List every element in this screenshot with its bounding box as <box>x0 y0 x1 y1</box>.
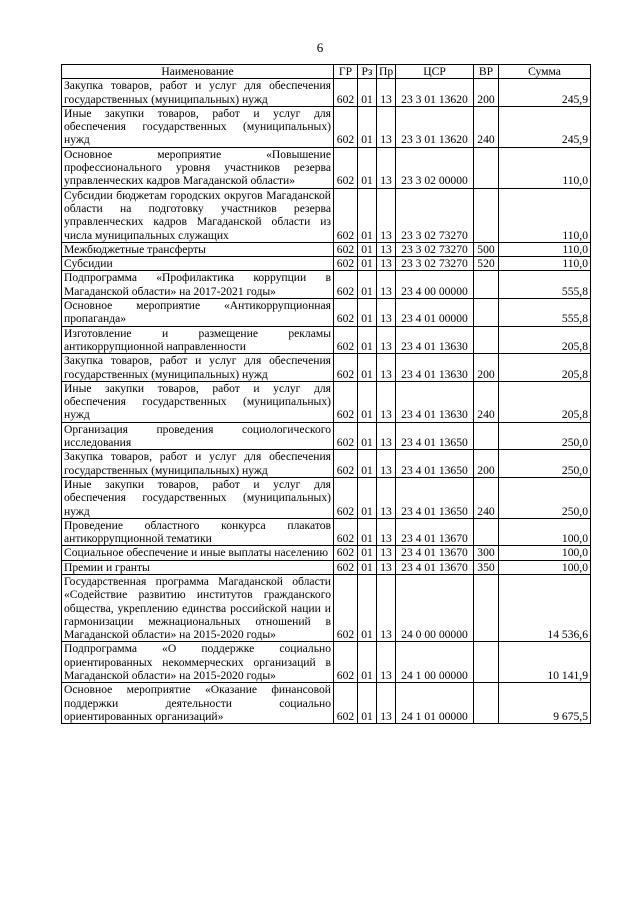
cell-name: Изготовление и размещение рекламы антикоррупционной направленности <box>62 326 334 354</box>
table-row <box>62 574 591 641</box>
header-name: Наименование <box>62 65 334 79</box>
table-row <box>62 147 591 188</box>
cell-rz: 01 <box>358 422 377 450</box>
header-csr: ЦСР <box>396 65 474 79</box>
header-vr: ВР <box>474 65 499 79</box>
cell-sum: 250,0 <box>499 450 591 478</box>
cell-csr: 23 3 01 13620 <box>396 106 474 147</box>
table-row <box>62 381 591 422</box>
cell-gr: 602 <box>334 642 358 683</box>
cell-csr: 23 4 01 13630 <box>396 326 474 354</box>
cell-gr: 602 <box>334 381 358 422</box>
cell-vr: 500 <box>474 242 499 256</box>
cell-gr: 602 <box>334 79 358 107</box>
cell-name: Премии и гранты <box>62 560 334 574</box>
cell-pr: 13 <box>377 642 396 683</box>
cell-pr: 13 <box>377 574 396 641</box>
cell-gr: 602 <box>334 574 358 641</box>
cell-sum: 100,0 <box>499 560 591 574</box>
cell-vr: 520 <box>474 257 499 271</box>
cell-pr: 13 <box>377 683 396 724</box>
cell-sum: 555,8 <box>499 299 591 327</box>
table-row <box>62 257 591 271</box>
cell-pr: 13 <box>377 326 396 354</box>
page-number: 6 <box>316 40 324 55</box>
cell-gr: 602 <box>334 271 358 299</box>
cell-gr: 602 <box>334 683 358 724</box>
cell-vr: 200 <box>474 79 499 107</box>
cell-sum: 245,9 <box>499 106 591 147</box>
cell-vr <box>474 147 499 188</box>
cell-rz: 01 <box>358 299 377 327</box>
cell-sum: 100,0 <box>499 518 591 546</box>
cell-gr: 602 <box>334 188 358 242</box>
cell-csr: 23 3 02 00000 <box>396 147 474 188</box>
table-row <box>62 518 591 546</box>
cell-csr: 23 3 02 73270 <box>396 242 474 256</box>
cell-pr: 13 <box>377 560 396 574</box>
cell-vr <box>474 574 499 641</box>
cell-pr: 13 <box>377 106 396 147</box>
cell-csr: 23 4 01 13630 <box>396 354 474 382</box>
cell-sum: 250,0 <box>499 477 591 518</box>
cell-gr: 602 <box>334 354 358 382</box>
cell-csr: 23 3 01 13620 <box>396 79 474 107</box>
cell-gr: 602 <box>334 560 358 574</box>
cell-pr: 13 <box>377 354 396 382</box>
cell-csr: 23 4 01 13650 <box>396 450 474 478</box>
cell-pr: 13 <box>377 299 396 327</box>
cell-rz: 01 <box>358 79 377 107</box>
cell-pr: 13 <box>377 518 396 546</box>
table-row <box>62 450 591 478</box>
cell-pr: 13 <box>377 546 396 560</box>
header-rz: Рз <box>358 65 377 79</box>
cell-name: Основное мероприятие «Оказание финансовой поддержки деятельности социально ориентированных организаций» <box>62 683 334 724</box>
cell-vr: 200 <box>474 354 499 382</box>
cell-pr: 13 <box>377 257 396 271</box>
cell-gr: 602 <box>334 257 358 271</box>
cell-vr: 240 <box>474 477 499 518</box>
cell-vr <box>474 326 499 354</box>
cell-sum: 245,9 <box>499 79 591 107</box>
cell-name: Социальное обеспечение и иные выплаты населению <box>62 546 334 560</box>
cell-sum: 110,0 <box>499 147 591 188</box>
cell-sum: 205,8 <box>499 354 591 382</box>
cell-name: Подпрограмма «Профилактика коррупции в Магаданской области» на 2017-2021 годы» <box>62 271 334 299</box>
cell-csr: 24 1 00 00000 <box>396 642 474 683</box>
budget-table <box>61 64 591 724</box>
cell-sum: 100,0 <box>499 546 591 560</box>
cell-rz: 01 <box>358 381 377 422</box>
cell-csr: 23 4 01 13630 <box>396 381 474 422</box>
cell-rz: 01 <box>358 642 377 683</box>
cell-gr: 602 <box>334 147 358 188</box>
cell-gr: 602 <box>334 299 358 327</box>
cell-gr: 602 <box>334 422 358 450</box>
cell-csr: 23 3 02 73270 <box>396 257 474 271</box>
cell-name: Проведение областного конкурса плакатов антикоррупционной тематики <box>62 518 334 546</box>
cell-rz: 01 <box>358 188 377 242</box>
cell-sum: 205,8 <box>499 381 591 422</box>
table-row <box>62 546 591 560</box>
cell-csr: 23 4 00 00000 <box>396 271 474 299</box>
cell-name: Подпрограмма «О поддержке социально ориентированных некоммерческих организаций в Магаданской области» на 2015-2020 годы» <box>62 642 334 683</box>
cell-rz: 01 <box>358 326 377 354</box>
cell-rz: 01 <box>358 257 377 271</box>
cell-sum: 10 141,9 <box>499 642 591 683</box>
cell-rz: 01 <box>358 106 377 147</box>
table-body <box>62 79 591 724</box>
header-pr: Пр <box>377 65 396 79</box>
cell-vr <box>474 299 499 327</box>
cell-name: Субсидии <box>62 257 334 271</box>
cell-sum: 9 675,5 <box>499 683 591 724</box>
table-row <box>62 560 591 574</box>
cell-gr: 602 <box>334 242 358 256</box>
cell-vr <box>474 518 499 546</box>
table-row <box>62 271 591 299</box>
cell-name: Иные закупки товаров, работ и услуг для обеспечения государственных (муниципальных) нужд <box>62 106 334 147</box>
cell-pr: 13 <box>377 242 396 256</box>
cell-vr <box>474 642 499 683</box>
header-sum: Сумма <box>499 65 591 79</box>
cell-rz: 01 <box>358 574 377 641</box>
table-row <box>62 354 591 382</box>
cell-sum: 205,8 <box>499 326 591 354</box>
cell-pr: 13 <box>377 188 396 242</box>
cell-rz: 01 <box>358 477 377 518</box>
cell-pr: 13 <box>377 477 396 518</box>
cell-pr: 13 <box>377 79 396 107</box>
table-row <box>62 326 591 354</box>
cell-gr: 602 <box>334 546 358 560</box>
cell-name: Субсидии бюджетам городских округов Магаданской области на подготовку участников резерва управленческих кадров Магаданской области из числа муниципальных служащих <box>62 188 334 242</box>
cell-pr: 13 <box>377 271 396 299</box>
cell-vr <box>474 188 499 242</box>
table-row <box>62 477 591 518</box>
cell-gr: 602 <box>334 477 358 518</box>
cell-vr <box>474 683 499 724</box>
cell-name: Закупка товаров, работ и услуг для обеспечения государственных (муниципальных) нужд <box>62 450 334 478</box>
cell-rz: 01 <box>358 683 377 724</box>
cell-gr: 602 <box>334 106 358 147</box>
header-gr: ГР <box>334 65 358 79</box>
cell-name: Иные закупки товаров, работ и услуг для обеспечения государственных (муниципальных) нужд <box>62 477 334 518</box>
cell-name: Закупка товаров, работ и услуг для обеспечения государственных (муниципальных) нужд <box>62 79 334 107</box>
cell-vr: 240 <box>474 106 499 147</box>
cell-csr: 23 4 01 13650 <box>396 422 474 450</box>
cell-vr: 300 <box>474 546 499 560</box>
cell-sum: 555,8 <box>499 271 591 299</box>
cell-name: Государственная программа Магаданской области «Содействие развитию институтов гражданского общества, укреплению единства российской нации и гармонизации межнациональных отношений в Магаданской области» на 2015-2020 годы» <box>62 574 334 641</box>
cell-csr: 24 1 01 00000 <box>396 683 474 724</box>
cell-sum: 110,0 <box>499 257 591 271</box>
cell-rz: 01 <box>358 546 377 560</box>
table-row <box>62 683 591 724</box>
table-row <box>62 79 591 107</box>
cell-rz: 01 <box>358 147 377 188</box>
cell-rz: 01 <box>358 560 377 574</box>
cell-name: Иные закупки товаров, работ и услуг для обеспечения государственных (муниципальных) нужд <box>62 381 334 422</box>
cell-name: Организация проведения социологического исследования <box>62 422 334 450</box>
cell-name: Закупка товаров, работ и услуг для обеспечения государственных (муниципальных) нужд <box>62 354 334 382</box>
cell-csr: 23 4 01 00000 <box>396 299 474 327</box>
cell-vr <box>474 271 499 299</box>
table-row <box>62 422 591 450</box>
table-row <box>62 242 591 256</box>
cell-sum: 110,0 <box>499 242 591 256</box>
table-row <box>62 299 591 327</box>
cell-vr <box>474 422 499 450</box>
cell-pr: 13 <box>377 147 396 188</box>
cell-rz: 01 <box>358 354 377 382</box>
cell-gr: 602 <box>334 326 358 354</box>
cell-vr: 350 <box>474 560 499 574</box>
cell-name: Основное мероприятие «Антикоррупционная пропаганда» <box>62 299 334 327</box>
cell-rz: 01 <box>358 518 377 546</box>
cell-rz: 01 <box>358 242 377 256</box>
cell-sum: 14 536,6 <box>499 574 591 641</box>
cell-rz: 01 <box>358 271 377 299</box>
cell-csr: 23 4 01 13650 <box>396 477 474 518</box>
cell-pr: 13 <box>377 422 396 450</box>
cell-vr: 240 <box>474 381 499 422</box>
cell-sum: 250,0 <box>499 422 591 450</box>
cell-csr: 24 0 00 00000 <box>396 574 474 641</box>
cell-sum: 110,0 <box>499 188 591 242</box>
table-header-row <box>62 65 591 79</box>
table-row <box>62 106 591 147</box>
cell-csr: 23 4 01 13670 <box>396 518 474 546</box>
cell-csr: 23 3 02 73270 <box>396 188 474 242</box>
table-row <box>62 642 591 683</box>
cell-gr: 602 <box>334 518 358 546</box>
table-row <box>62 188 591 242</box>
cell-name: Основное мероприятие «Повышение профессионального уровня участников резерва управленческих кадров Магаданской области» <box>62 147 334 188</box>
cell-gr: 602 <box>334 450 358 478</box>
cell-pr: 13 <box>377 450 396 478</box>
cell-csr: 23 4 01 13670 <box>396 560 474 574</box>
cell-pr: 13 <box>377 381 396 422</box>
cell-name: Межбюджетные трансферты <box>62 242 334 256</box>
cell-vr: 200 <box>474 450 499 478</box>
cell-csr: 23 4 01 13670 <box>396 546 474 560</box>
cell-rz: 01 <box>358 450 377 478</box>
